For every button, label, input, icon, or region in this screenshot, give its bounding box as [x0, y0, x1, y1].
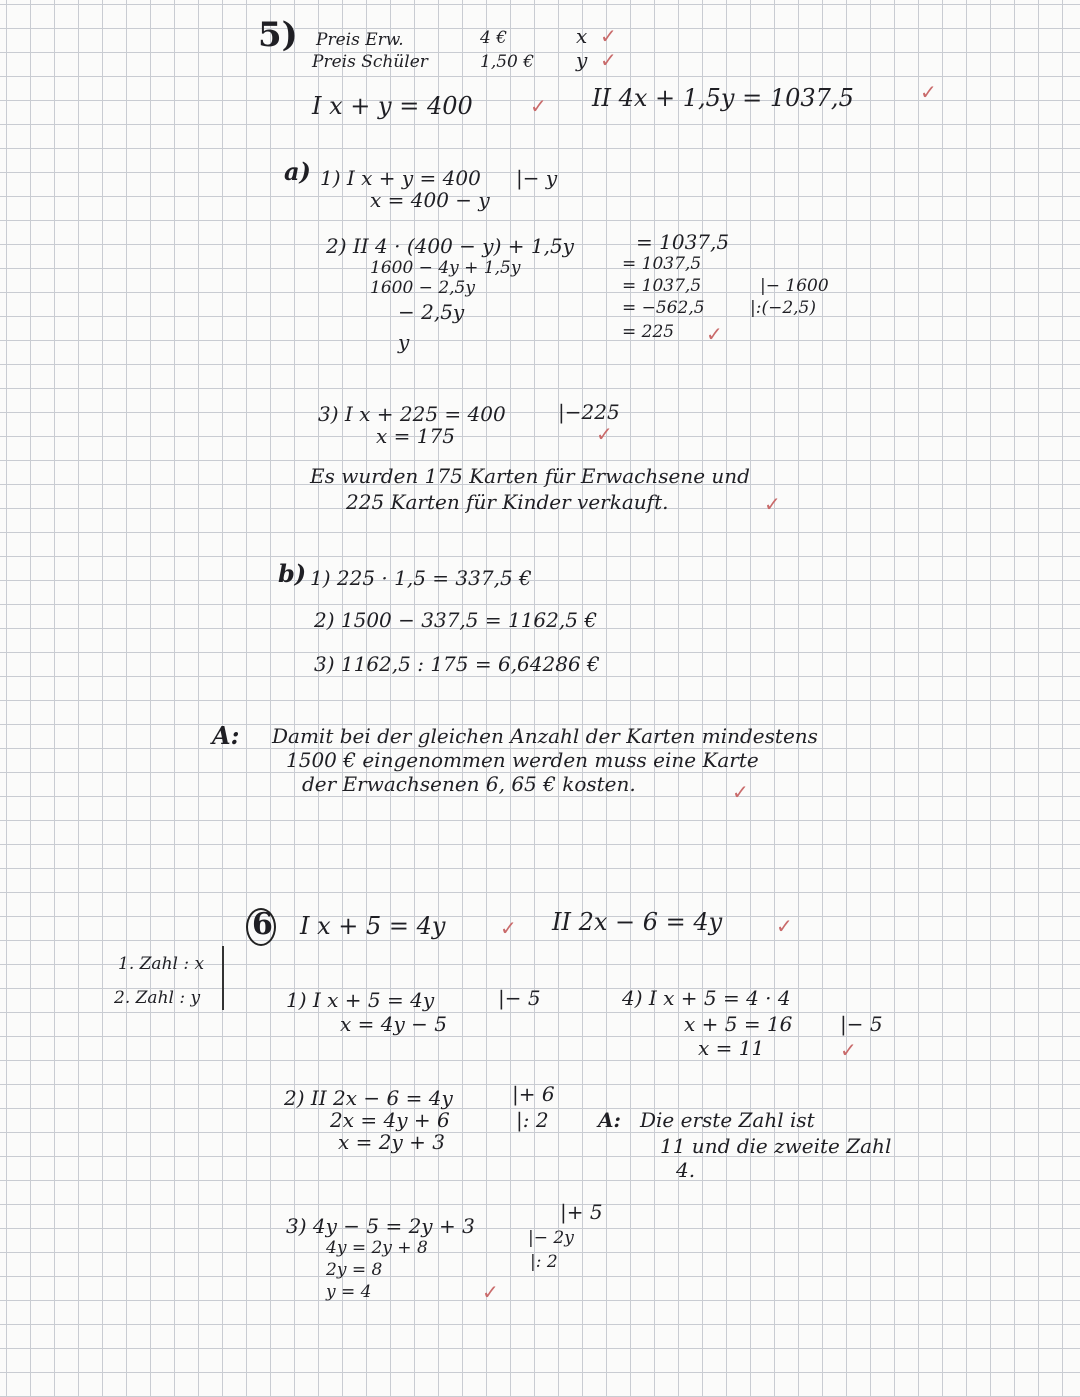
- a-step2-line1: 2) II 4 · (400 − y) + 1,5y: [326, 234, 574, 258]
- t6-step1-op: |− 5: [498, 986, 541, 1010]
- t6-step2-line3: x = 2y + 3: [338, 1130, 445, 1154]
- t6-step3-op1: |+ 5: [560, 1200, 603, 1224]
- value-price-adult: 4 €: [480, 28, 508, 48]
- t6-step1-line1: 1) I x + 5 = 4y: [286, 988, 435, 1012]
- a-step3-line2: x = 175: [376, 424, 455, 448]
- b-line3: 3) 1162,5 : 175 = 6,64286 €: [314, 652, 600, 676]
- task6-equation-II: II 2x − 6 = 4y: [552, 908, 723, 936]
- t6-answer-line3: 4.: [676, 1158, 696, 1182]
- t6-step3-line2: 4y = 2y + 8: [326, 1238, 428, 1258]
- a-step1-op: |− y: [516, 166, 558, 190]
- value-price-student: 1,50 €: [480, 52, 535, 72]
- t6-step3-line4: y = 4: [326, 1282, 372, 1302]
- a-step2-result1: = 1037,5: [636, 230, 730, 254]
- check-icon: ✓: [776, 914, 793, 938]
- t6-step3-line3: 2y = 8: [326, 1260, 383, 1280]
- check-icon: ✓: [530, 94, 547, 118]
- check-icon: ✓: [920, 80, 937, 104]
- t6-step1-line2: x = 4y − 5: [340, 1012, 447, 1036]
- check-icon: ✓: [840, 1038, 857, 1062]
- check-icon: ✓: [732, 780, 749, 804]
- t6-step4-line3: x = 11: [698, 1036, 765, 1060]
- part-a-label: a): [284, 157, 311, 186]
- label-price-student: Preis Schüler: [312, 52, 428, 72]
- t6-step3-op3: |: 2: [530, 1252, 558, 1272]
- answer-b-line1: Damit bei der gleichen Anzahl der Karten mindestens: [272, 724, 818, 748]
- a-step3-line1: 3) I x + 225 = 400: [318, 402, 506, 426]
- check-icon: ✓: [500, 916, 517, 940]
- t6-step3-line1: 3) 4y − 5 = 2y + 3: [286, 1214, 475, 1238]
- a-answer-line1: Es wurden 175 Karten für Erwachsene und: [310, 464, 750, 488]
- margin-note-first-number: 1. Zahl : x: [118, 954, 205, 974]
- margin-note-second-number: 2. Zahl : y: [114, 988, 201, 1008]
- answer-b-line2: 1500 € eingenommen werden muss eine Karte: [286, 748, 759, 772]
- a-step2-line2: 1600 − 4y + 1,5y: [370, 258, 521, 278]
- t6-step2-line1: 2) II 2x − 6 = 4y: [284, 1086, 453, 1110]
- check-icon: ✓: [764, 492, 781, 516]
- check-icon: ✓: [706, 322, 723, 346]
- a-step1-line1: 1) I x + y = 400: [320, 166, 481, 190]
- t6-step2-op1: |+ 6: [512, 1082, 555, 1106]
- equation-II: II 4x + 1,5y = 1037,5: [592, 84, 854, 112]
- answer-b-line3: der Erwachsenen 6, 65 € kosten.: [302, 772, 636, 796]
- a-answer-line2: 225 Karten für Kinder verkauft.: [346, 490, 669, 514]
- margin-rule: [222, 946, 224, 1010]
- t6-step2-op2: |: 2: [516, 1108, 549, 1132]
- a-step1-line2: x = 400 − y: [370, 188, 490, 212]
- a-step2-line3: 1600 − 2,5y: [370, 278, 475, 298]
- a-step2-line4: − 2,5y: [398, 300, 465, 324]
- t6-answer-line2: 11 und die zweite Zahl: [660, 1134, 892, 1158]
- b-line1: 1) 225 · 1,5 = 337,5 €: [310, 566, 532, 590]
- t6-step3-op2: |− 2y: [528, 1228, 574, 1248]
- var-adult: x: [576, 24, 588, 48]
- task5-number: 5): [258, 15, 298, 55]
- task6-number: 6: [252, 907, 273, 942]
- equation-I: I x + y = 400: [312, 92, 473, 120]
- a-step2-result2: = 1037,5: [622, 254, 702, 274]
- a-step3-op: |−225: [558, 400, 620, 424]
- t6-step2-line2: 2x = 4y + 6: [330, 1108, 450, 1132]
- t6-answer-label: A:: [598, 1108, 621, 1132]
- t6-step4-line2: x + 5 = 16: [684, 1012, 793, 1036]
- check-icon: ✓: [600, 24, 617, 48]
- a-step2-result3: = 1037,5: [622, 276, 702, 296]
- var-student: y: [576, 48, 588, 72]
- check-icon: ✓: [482, 1280, 499, 1304]
- task6-equation-I: I x + 5 = 4y: [300, 912, 446, 940]
- a-step2-result4: = −562,5: [622, 298, 705, 318]
- t6-answer-line1: Die erste Zahl ist: [640, 1108, 815, 1132]
- check-icon: ✓: [600, 48, 617, 72]
- a-step2-op3: |− 1600: [760, 276, 829, 296]
- t6-step4-line1: 4) I x + 5 = 4 · 4: [622, 986, 791, 1010]
- answer-b-label: A:: [212, 721, 240, 750]
- a-step2-result5: = 225: [622, 322, 675, 342]
- a-step2-op4: |:(−2,5): [750, 298, 816, 318]
- a-step2-line5: y: [398, 330, 410, 354]
- b-line2: 2) 1500 − 337,5 = 1162,5 €: [314, 608, 598, 632]
- label-price-adult: Preis Erw.: [316, 30, 404, 50]
- t6-step4-op: |− 5: [840, 1012, 883, 1036]
- check-icon: ✓: [596, 422, 613, 446]
- part-b-label: b): [278, 559, 307, 588]
